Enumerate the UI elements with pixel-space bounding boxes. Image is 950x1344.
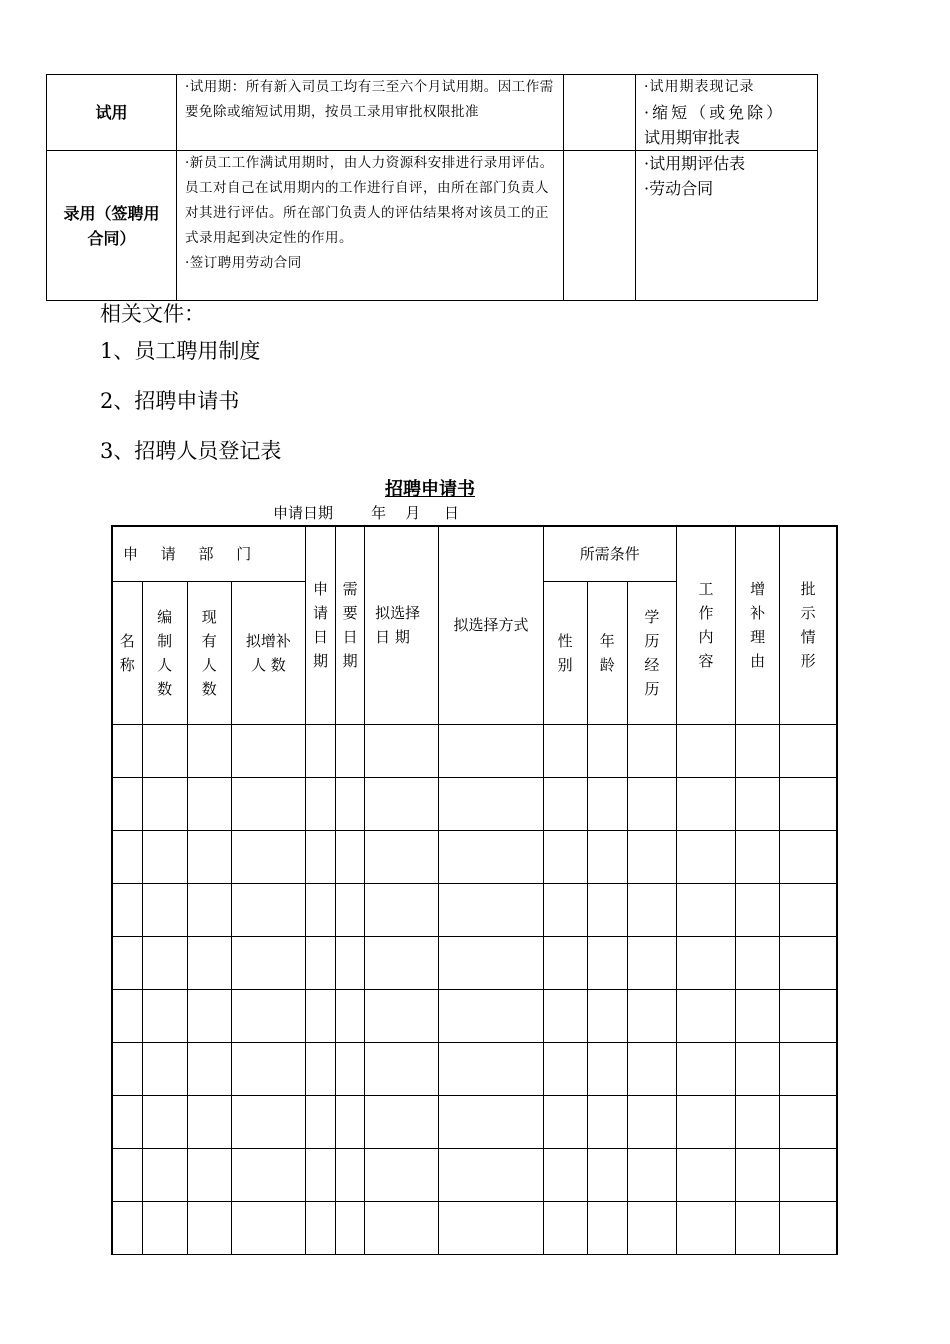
- form-cell[interactable]: [112, 936, 142, 989]
- current-header: 现有人数: [187, 581, 231, 724]
- document-item: ·劳动合同: [644, 179, 714, 198]
- form-cell[interactable]: [231, 883, 305, 936]
- form-cell[interactable]: [780, 936, 837, 989]
- form-cell[interactable]: [231, 1201, 305, 1254]
- documents-cell: [636, 75, 818, 151]
- description-text: ·签订聘用劳动合同: [185, 255, 302, 271]
- process-table: [46, 74, 818, 301]
- name-header: 名称: [112, 581, 142, 724]
- form-cell[interactable]: [336, 883, 365, 936]
- form-cell[interactable]: [587, 936, 627, 989]
- table-row: [112, 1201, 837, 1254]
- table-row: [112, 777, 837, 830]
- select-date-header: 拟选择日 期: [365, 526, 439, 724]
- form-cell[interactable]: [336, 1148, 365, 1201]
- form-cell[interactable]: [365, 830, 439, 883]
- form-cell[interactable]: [543, 883, 587, 936]
- form-cell[interactable]: [112, 1201, 142, 1254]
- requirements-header: 所需条件: [543, 526, 676, 581]
- empty-cell: [564, 75, 636, 151]
- form-cell[interactable]: [627, 1201, 676, 1254]
- form-cell[interactable]: [305, 883, 335, 936]
- form-cell[interactable]: [543, 936, 587, 989]
- description-cell: [177, 75, 564, 151]
- form-cell[interactable]: [676, 883, 735, 936]
- form-cell[interactable]: [676, 989, 735, 1042]
- document-item: ·缩短（或免除）: [644, 103, 786, 122]
- form-cell[interactable]: [231, 830, 305, 883]
- form-cell[interactable]: [365, 724, 439, 777]
- gender-header: 性别: [543, 581, 587, 724]
- table-row: [112, 1095, 837, 1148]
- form-cell[interactable]: [439, 936, 543, 989]
- related-file-item: 2、招聘申请书: [100, 389, 240, 413]
- form-cell[interactable]: [627, 830, 676, 883]
- form-cell[interactable]: [780, 1201, 837, 1254]
- form-cell[interactable]: [780, 1148, 837, 1201]
- form-cell[interactable]: [187, 777, 231, 830]
- form-cell[interactable]: [676, 777, 735, 830]
- form-cell[interactable]: [187, 830, 231, 883]
- table-row: [47, 151, 818, 301]
- form-cell[interactable]: [780, 724, 837, 777]
- form-cell[interactable]: [187, 1042, 231, 1095]
- document-item: 试用期审批表: [644, 128, 741, 147]
- form-cell[interactable]: [336, 777, 365, 830]
- form-cell[interactable]: [305, 936, 335, 989]
- form-cell[interactable]: [336, 936, 365, 989]
- header-row: [112, 526, 837, 581]
- form-cell[interactable]: [587, 989, 627, 1042]
- form-cell[interactable]: [365, 777, 439, 830]
- form-cell[interactable]: [305, 1148, 335, 1201]
- form-cell[interactable]: [543, 777, 587, 830]
- form-cell[interactable]: [676, 830, 735, 883]
- form-cell[interactable]: [543, 830, 587, 883]
- need-date-header: 需要日期: [336, 526, 365, 724]
- document-item: ·试用期评估表: [644, 154, 746, 173]
- form-cell[interactable]: [439, 1042, 543, 1095]
- form-cell[interactable]: [142, 830, 187, 883]
- form-cell[interactable]: [439, 1201, 543, 1254]
- form-cell[interactable]: [365, 1201, 439, 1254]
- table-row: [112, 1148, 837, 1201]
- form-cell[interactable]: [142, 1148, 187, 1201]
- form-cell[interactable]: [543, 1148, 587, 1201]
- age-header: 年龄: [587, 581, 627, 724]
- form-cell[interactable]: [187, 724, 231, 777]
- form-cell[interactable]: [112, 777, 142, 830]
- form-cell[interactable]: [543, 1095, 587, 1148]
- empty-cell: [564, 151, 636, 301]
- form-cell[interactable]: [627, 883, 676, 936]
- description-text: ·新员工工作满试用期时，由人力资源科安排进行录用评估。员工对自己在试用期内的工作进行自评，由所在部门负责人对其进行评估。所在部门负责人的评估结果将对该员工的正式录用起到决定性的作用。: [185, 155, 554, 246]
- form-cell[interactable]: [142, 936, 187, 989]
- form-cell[interactable]: [187, 936, 231, 989]
- form-cell[interactable]: [231, 724, 305, 777]
- related-files-heading: 相关文件：: [100, 302, 205, 326]
- form-cell[interactable]: [543, 1201, 587, 1254]
- form-cell[interactable]: [336, 989, 365, 1042]
- form-cell[interactable]: [587, 883, 627, 936]
- form-cell[interactable]: [736, 830, 780, 883]
- table-row: [112, 1042, 837, 1095]
- form-cell[interactable]: [187, 883, 231, 936]
- table-row: [112, 830, 837, 883]
- form-cell[interactable]: [305, 1042, 335, 1095]
- form-cell[interactable]: [142, 724, 187, 777]
- form-cell[interactable]: [587, 724, 627, 777]
- form-cell[interactable]: [336, 1042, 365, 1095]
- form-cell[interactable]: [231, 777, 305, 830]
- form-cell[interactable]: [780, 777, 837, 830]
- work-content-header: 工作内容: [676, 526, 735, 724]
- form-cell[interactable]: [142, 1042, 187, 1095]
- form-cell[interactable]: [676, 936, 735, 989]
- form-cell[interactable]: [365, 1095, 439, 1148]
- related-file-item: 1、员工聘用制度: [100, 339, 261, 363]
- form-cell[interactable]: [305, 777, 335, 830]
- table-row: [47, 75, 818, 151]
- form-cell[interactable]: [676, 1095, 735, 1148]
- form-cell[interactable]: [780, 1095, 837, 1148]
- table-row: [112, 883, 837, 936]
- form-cell[interactable]: [736, 777, 780, 830]
- quota-header: 编制人数: [142, 581, 187, 724]
- form-cell[interactable]: [543, 1042, 587, 1095]
- table-row: [112, 724, 837, 777]
- form-cell[interactable]: [142, 989, 187, 1042]
- form-cell[interactable]: [439, 883, 543, 936]
- form-cell[interactable]: [543, 989, 587, 1042]
- form-cell[interactable]: [676, 1042, 735, 1095]
- stage-cell: 试用: [47, 75, 177, 151]
- form-cell[interactable]: [305, 989, 335, 1042]
- form-cell[interactable]: [112, 989, 142, 1042]
- form-cell[interactable]: [365, 1148, 439, 1201]
- form-cell[interactable]: [336, 1095, 365, 1148]
- form-cell[interactable]: [736, 724, 780, 777]
- form-cell[interactable]: [627, 1095, 676, 1148]
- form-cell[interactable]: [587, 1042, 627, 1095]
- form-cell[interactable]: [736, 1095, 780, 1148]
- form-cell[interactable]: [676, 1148, 735, 1201]
- form-cell[interactable]: [439, 1148, 543, 1201]
- form-cell[interactable]: [736, 1148, 780, 1201]
- form-cell[interactable]: [439, 989, 543, 1042]
- form-cell[interactable]: [587, 777, 627, 830]
- form-cell[interactable]: [736, 989, 780, 1042]
- form-cell[interactable]: [627, 1042, 676, 1095]
- form-cell[interactable]: [587, 1201, 627, 1254]
- form-cell[interactable]: [627, 724, 676, 777]
- form-cell[interactable]: [187, 1095, 231, 1148]
- form-cell[interactable]: [142, 1201, 187, 1254]
- form-cell[interactable]: [231, 1148, 305, 1201]
- description-cell: [177, 151, 564, 301]
- table-row: [112, 936, 837, 989]
- form-cell[interactable]: [112, 883, 142, 936]
- apply-date-line: 申请日期 年 月 日: [273, 504, 460, 522]
- form-cell[interactable]: [676, 1201, 735, 1254]
- form-cell[interactable]: [736, 1042, 780, 1095]
- form-cell[interactable]: [112, 724, 142, 777]
- form-cell[interactable]: [365, 936, 439, 989]
- form-cell[interactable]: [587, 1148, 627, 1201]
- add-header: 拟增补人 数: [231, 581, 305, 724]
- reason-header: 增补理由: [736, 526, 780, 724]
- form-title: 招聘申请书: [385, 479, 475, 500]
- form-cell[interactable]: [231, 1095, 305, 1148]
- form-cell[interactable]: [112, 1095, 142, 1148]
- form-cell[interactable]: [439, 777, 543, 830]
- stage-cell: [47, 151, 177, 301]
- form-cell[interactable]: [627, 777, 676, 830]
- form-cell[interactable]: [142, 777, 187, 830]
- form-cell[interactable]: [736, 1201, 780, 1254]
- related-file-item: 3、招聘人员登记表: [100, 439, 282, 463]
- document-item: ·试用期表现记录: [644, 79, 755, 95]
- form-cell[interactable]: [627, 989, 676, 1042]
- form-cell[interactable]: [365, 883, 439, 936]
- form-cell[interactable]: [187, 1201, 231, 1254]
- form-cell[interactable]: [365, 1042, 439, 1095]
- apply-date-header: 申请日期: [305, 526, 335, 724]
- form-cell[interactable]: [587, 830, 627, 883]
- select-method-header: 拟选择方式: [439, 526, 543, 724]
- form-cell[interactable]: [231, 1042, 305, 1095]
- dept-header: 申 请 部 门: [112, 526, 305, 581]
- form-cell[interactable]: [627, 936, 676, 989]
- form-cell[interactable]: [365, 989, 439, 1042]
- form-cell[interactable]: [142, 883, 187, 936]
- form-cell[interactable]: [439, 1095, 543, 1148]
- form-cell[interactable]: [336, 830, 365, 883]
- form-cell[interactable]: [736, 883, 780, 936]
- form-cell[interactable]: [305, 830, 335, 883]
- form-cell[interactable]: [439, 724, 543, 777]
- form-cell[interactable]: [305, 1201, 335, 1254]
- form-cell[interactable]: [112, 1148, 142, 1201]
- form-cell[interactable]: [336, 724, 365, 777]
- form-cell[interactable]: [112, 830, 142, 883]
- form-cell[interactable]: [305, 724, 335, 777]
- form-cell[interactable]: [676, 724, 735, 777]
- form-cell[interactable]: [231, 989, 305, 1042]
- form-cell[interactable]: [231, 936, 305, 989]
- form-cell[interactable]: [142, 1095, 187, 1148]
- form-cell[interactable]: [112, 1042, 142, 1095]
- application-form-table: [111, 525, 838, 1255]
- form-cell[interactable]: [336, 1201, 365, 1254]
- form-cell[interactable]: [780, 1042, 837, 1095]
- form-cell[interactable]: [627, 1148, 676, 1201]
- form-cell[interactable]: [439, 830, 543, 883]
- documents-cell: [636, 151, 818, 301]
- table-row: [112, 989, 837, 1042]
- form-cell[interactable]: [780, 830, 837, 883]
- form-cell[interactable]: [187, 989, 231, 1042]
- form-cell[interactable]: [736, 936, 780, 989]
- approval-header: 批示情形: [780, 526, 837, 724]
- form-cell[interactable]: [543, 724, 587, 777]
- description-text: ·试用期：所有新入司员工均有三至六个月试用期。因工作需要免除或缩短试用期，按员工录用审批权限批准: [185, 79, 554, 120]
- education-header: 学历经历: [627, 581, 676, 724]
- form-cell[interactable]: [780, 883, 837, 936]
- form-cell[interactable]: [305, 1095, 335, 1148]
- form-cell[interactable]: [187, 1148, 231, 1201]
- stage-label: 录用（签聘用合同）: [63, 203, 160, 248]
- form-cell[interactable]: [780, 989, 837, 1042]
- form-cell[interactable]: [587, 1095, 627, 1148]
